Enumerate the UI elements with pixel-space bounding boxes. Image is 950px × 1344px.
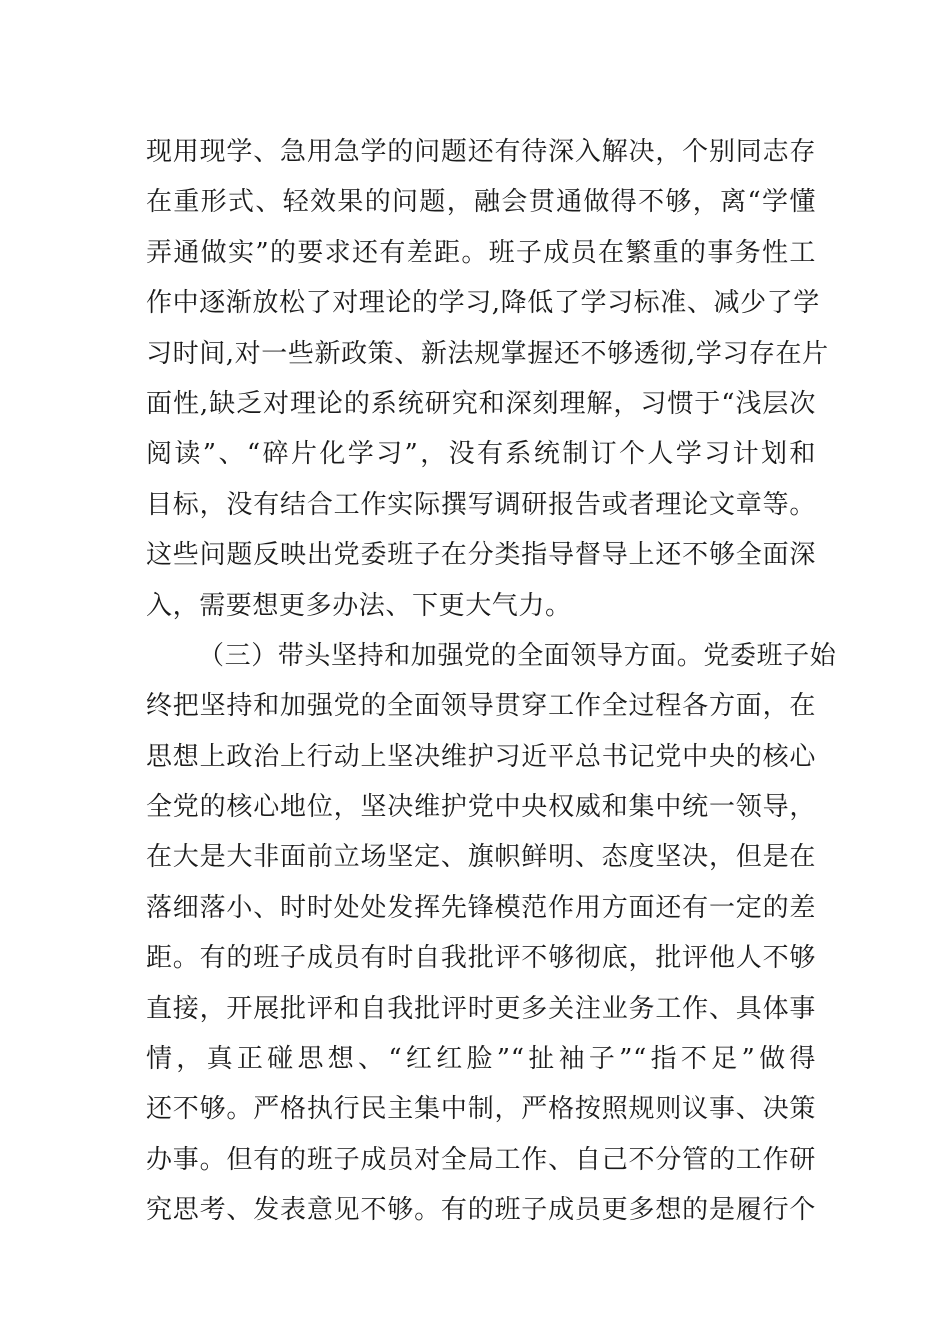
text-line: 情，真正碰思想、“红红脸”“扯袖子”“指不足”做得 xyxy=(146,1044,816,1075)
text-line: 现用现学、急用急学的问题还有待深入解决，个别同志存 xyxy=(146,137,816,167)
text-line: 终把坚持和加强党的全面领导贯穿工作全过程各方面，在 xyxy=(146,691,816,722)
text-line: 在重形式、轻效果的问题，融会贯通做得不够，离“学懂 xyxy=(146,187,816,218)
text-line: 思想上政治上行动上坚决维护习近平总书记党中央的核心 xyxy=(146,741,816,772)
body-text xyxy=(146,127,837,1236)
text-line: 距。有的班子成员有时自我批评不够彻底，批评他人不够 xyxy=(146,943,816,974)
text-line: 入，需要想更多办法、下更大气力。 xyxy=(146,590,572,621)
text-line: 在大是大非面前立场坚定、旗帜鲜明、态度坚决，但是在 xyxy=(146,842,816,873)
text-line: 落细落小、时时处处发挥先锋模范作用方面还有一定的差 xyxy=(146,892,816,923)
text-line: 办事。但有的班子成员对全局工作、自己不分管的工作研 xyxy=(146,1144,816,1175)
text-line: 作中逐渐放松了对理论的学习,降低了学习标准、减少了学 xyxy=(146,288,820,319)
text-line: 弄通做实”的要求还有差距。班子成员在繁重的事务性工 xyxy=(146,237,816,268)
paragraph-heading-line: （三）带头坚持和加强党的全面领导方面。党委班子始 xyxy=(198,640,837,671)
text-line: 目标，没有结合工作实际撰写调研报告或者理论文章等。 xyxy=(146,489,816,520)
text-line: 面性,缺乏对理论的系统研究和深刻理解，习惯于“浅层次 xyxy=(146,388,816,419)
text-line: 这些问题反映出党委班子在分类指导督导上还不够全面深 xyxy=(146,540,816,571)
text-line: 习时间,对一些新政策、新法规掌握还不够透彻,学习存在片 xyxy=(146,338,829,369)
text-line: 直接，开展批评和自我批评时更多关注业务工作、具体事 xyxy=(146,993,816,1024)
text-line: 全党的核心地位，坚决维护党中央权威和集中统一领导， xyxy=(146,792,816,823)
text-line: 还不够。严格执行民主集中制，严格按照规则议事、决策 xyxy=(146,1094,816,1125)
text-line: 究思考、发表意见不够。有的班子成员更多想的是履行个 xyxy=(146,1195,816,1226)
text-line: 阅读”、“碎片化学习”，没有系统制订个人学习计划和 xyxy=(146,439,816,470)
